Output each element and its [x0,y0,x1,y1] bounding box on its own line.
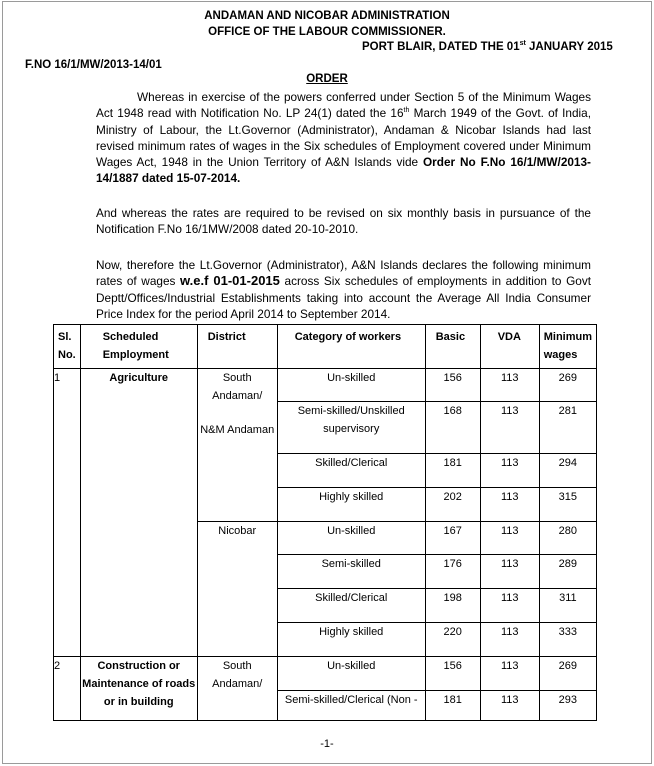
basic-cell: 167 [425,522,480,555]
category-cell: Semi-skilled/Clerical (Non - [277,691,425,721]
vda-cell: 113 [480,691,539,721]
category-cell: Skilled/Clerical [277,589,425,623]
vda-cell: 113 [480,454,539,488]
category-cell: Highly skilled [277,488,425,522]
header-scheduled-employment: Scheduled Employment [80,325,197,369]
basic-cell: 198 [425,589,480,623]
order-title: ORDER [306,73,348,85]
category-cell: Semi-skilled [277,555,425,589]
category-cell: Semi-skilled/Unskilled supervisory [277,402,425,454]
basic-cell: 156 [425,657,480,691]
minimum-wage-cell: 333 [539,623,596,657]
minimum-wage-cell: 311 [539,589,596,623]
district-cell: South Andaman/ [197,657,277,721]
minimum-wage-cell: 294 [539,454,596,488]
page-number: -1- [320,738,334,750]
category-cell: Un-skilled [277,657,425,691]
header-office: OFFICE OF THE LABOUR COMMISSIONER. [208,26,446,38]
minimum-wage-cell: 281 [539,402,596,454]
district-cell: South Andaman/ N&M Andaman [197,369,277,522]
category-cell: Un-skilled [277,522,425,555]
paragraph-declaration: Now, therefore the Lt.Governor (Administrator), A&N Islands declares the following minimum rates of wages w.e.f 01-01-2015 across Six schedules of employments in addition to Govt Deptt/Offices/Industrial Establishments taking into account the Average All India Consumer Price Index for the period April 2014 to September 2014. [96,258,591,321]
employment-cell: Agriculture [80,369,197,657]
file-number: F.NO 16/1/MW/2013-14/01 [25,59,162,71]
paragraph-revision-basis: And whereas the rates are required to be revised on six monthly basis in pursuance of the Notification F.No 16/1MW/2008 dated 20-10-2010. [96,206,591,237]
sl-no-cell: 1 [54,369,81,657]
table-row [54,657,597,691]
header-basic: Basic [425,325,480,369]
header-category: Category of workers [277,325,425,369]
vda-cell: 113 [480,522,539,555]
vda-cell: 113 [480,488,539,522]
header-sl-no: Sl. No. [54,325,81,369]
header-district: District [197,325,277,369]
header-administration: ANDAMAN AND NICOBAR ADMINISTRATION [204,10,450,22]
table-row [54,369,597,402]
minimum-wage-cell: 269 [539,657,596,691]
employment-cell: Construction or Maintenance of roads or in building [80,657,197,721]
basic-cell: 156 [425,369,480,402]
vda-cell: 113 [480,657,539,691]
minimum-wage-cell: 269 [539,369,596,402]
basic-cell: 202 [425,488,480,522]
vda-cell: 113 [480,369,539,402]
basic-cell: 220 [425,623,480,657]
minimum-wages-table [53,324,597,721]
vda-cell: 113 [480,589,539,623]
category-cell: Skilled/Clerical [277,454,425,488]
basic-cell: 168 [425,402,480,454]
basic-cell: 181 [425,691,480,721]
vda-cell: 113 [480,623,539,657]
basic-cell: 181 [425,454,480,488]
header-vda: VDA [480,325,539,369]
header-place-date: PORT BLAIR, DATED THE 01st JANUARY 2015 [362,40,613,53]
table-header-row [54,325,597,369]
minimum-wage-cell: 293 [539,691,596,721]
sl-no-cell: 2 [54,657,81,721]
minimum-wage-cell: 280 [539,522,596,555]
category-cell: Un-skilled [277,369,425,402]
vda-cell: 113 [480,402,539,454]
vda-cell: 113 [480,555,539,589]
basic-cell: 176 [425,555,480,589]
paragraph-preamble: Whereas in exercise of the powers conferred under Section 5 of the Minimum Wages Act 1948 read with Notification No. LP 24(1) dated the 16th March 1949 of the Govt. of India, Ministry of Labour, the Lt.Governor (Administrator), Andaman & Nicobar Islands had last revised minimum rates of wages in the Six schedules of Employment covered under Minimum Wages Act, 1948 in the Union Territory of A&N Islands vide Order No F.No 16/1/MW/2013-14/1887 dated 15-07-2014. [96,90,591,186]
district-cell: Nicobar [197,522,277,657]
category-cell: Highly skilled [277,623,425,657]
minimum-wage-cell: 315 [539,488,596,522]
header-minimum-wages: Minimum wages [539,325,596,369]
minimum-wage-cell: 289 [539,555,596,589]
